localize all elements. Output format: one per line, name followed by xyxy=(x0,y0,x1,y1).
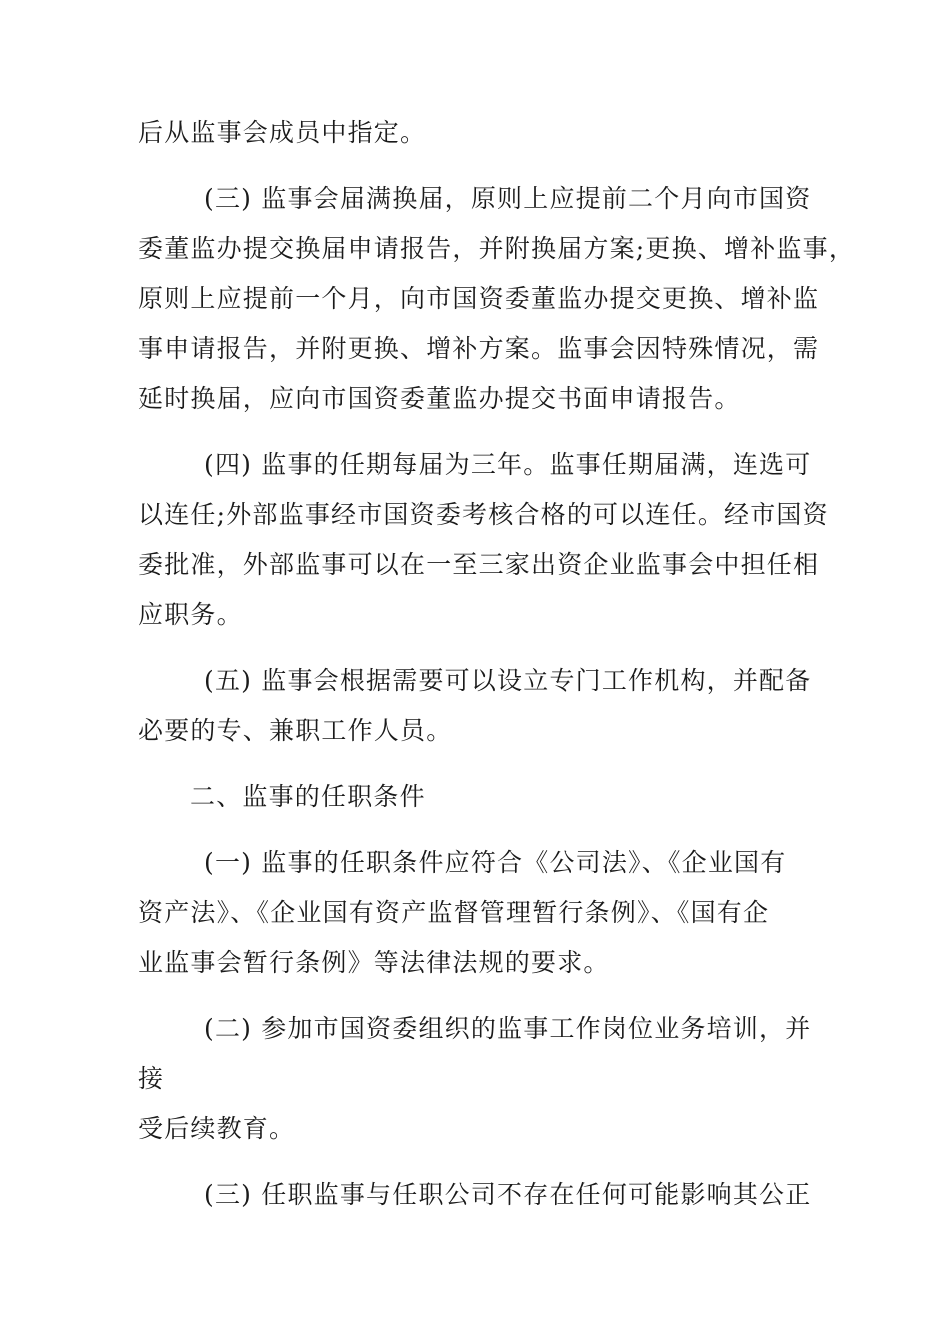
paragraph-3 xyxy=(138,440,829,640)
text-line: 委董监办提交换届申请报告，并附换届方案;更换、增补监事， xyxy=(138,234,856,263)
text-line: 委批准，外部监事可以在一至三家出资企业监事会中担任相 xyxy=(138,550,820,579)
section-heading xyxy=(138,772,818,822)
text-line: (三) 监事会届满换届，原则上应提前二个月向市国资 xyxy=(204,184,812,213)
section-heading-text: 二、监事的任职条件 xyxy=(190,782,426,811)
text-line: (四) 监事的任期每届为三年。监事任期届满，连选可 xyxy=(204,450,812,479)
document-body xyxy=(138,108,856,1220)
paragraph-7 xyxy=(138,1170,818,1220)
text-line: (一) 监事的任职条件应符合《公司法》、《企业国有 xyxy=(204,848,787,877)
text-line: (二) 参加市国资委组织的监事工作岗位业务培训，并 xyxy=(204,1014,812,1043)
text-line: (五) 监事会根据需要可以设立专门工作机构，并配备 xyxy=(204,666,812,695)
paragraph-2 xyxy=(138,174,856,424)
paragraph-4 xyxy=(138,656,818,756)
text-line: 后从监事会成员中指定。 xyxy=(138,118,427,147)
text-line: 受后续教育。 xyxy=(138,1114,296,1143)
text-line: 事申请报告，并附更换、增补方案。监事会因特殊情况，需 xyxy=(138,334,820,363)
text-line: 以连任;外部监事经市国资委考核合格的可以连任。经市国资 xyxy=(138,500,829,529)
text-line: 延时换届，应向市国资委董监办提交书面申请报告。 xyxy=(138,384,741,413)
paragraph-1 xyxy=(138,108,818,158)
text-line: 接 xyxy=(138,1064,165,1093)
text-line: (三) 任职监事与任职公司不存在任何可能影响其公正 xyxy=(204,1180,812,1209)
text-line: 应职务。 xyxy=(138,600,243,629)
paragraph-6 xyxy=(138,1004,818,1154)
paragraph-5 xyxy=(138,838,818,988)
text-line: 资产法》、《企业国有资产监督管理暂行条例》、《国有企 xyxy=(138,898,770,927)
text-line: 业监事会暂行条例》等法律法规的要求。 xyxy=(138,948,610,977)
text-line: 原则上应提前一个月，向市国资委董监办提交更换、增补监 xyxy=(138,284,820,313)
text-line: 必要的专、兼职工作人员。 xyxy=(138,716,453,745)
